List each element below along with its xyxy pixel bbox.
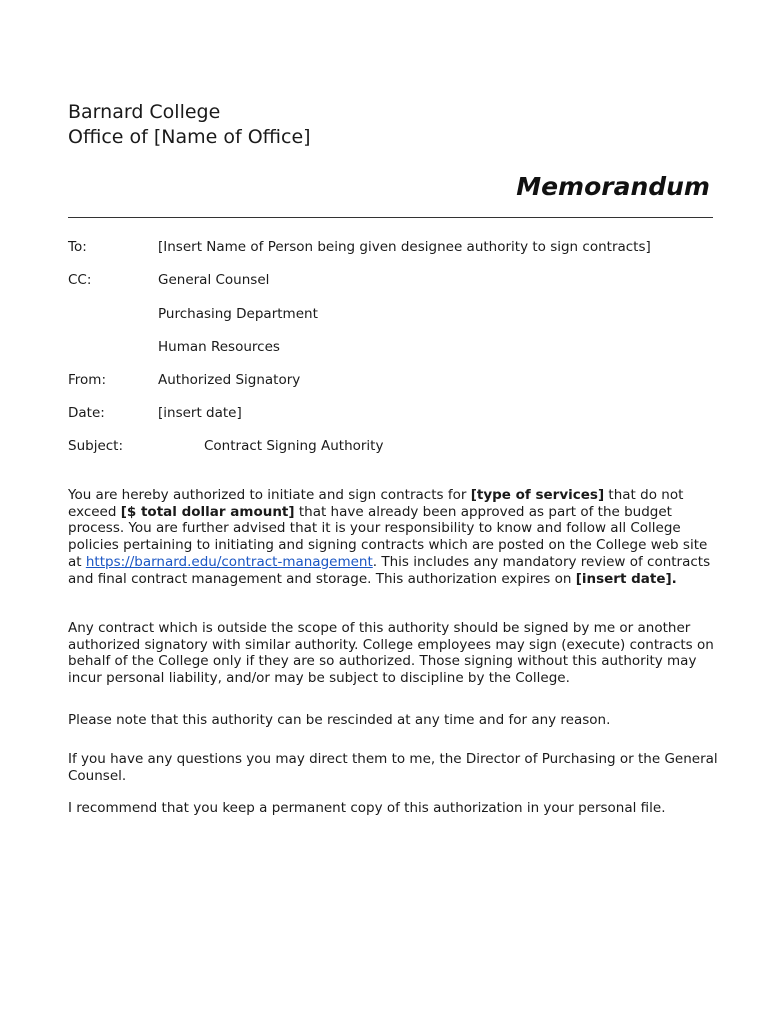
to-label: To:	[68, 239, 87, 255]
date-value: [insert date]	[158, 405, 242, 421]
from-value: Authorized Signatory	[158, 372, 301, 388]
scope-paragraph: Any contract which is outside the scope of this authority should be signed by me or another authorized signatory with similar authority. College employees may sign (execute) contracts on behalf of the College only if they are so authorized. Those signing without this authority may incur personal liability, and/or may be subject to discipline by the College.	[68, 620, 714, 687]
cc-value-general-counsel: General Counsel	[158, 272, 270, 288]
dollar-amount-placeholder: [$ total dollar amount]	[120, 503, 295, 520]
expiry-date-placeholder: [insert date].	[575, 570, 677, 587]
cc-value-human-resources: Human Resources	[158, 339, 280, 355]
date-label: Date:	[68, 405, 105, 421]
recommendation-paragraph: I recommend that you keep a permanent copy of this authorization in your personal file.	[68, 800, 666, 816]
to-value: [Insert Name of Person being given designee authority to sign contracts]	[158, 239, 651, 255]
subject-label: Subject:	[68, 438, 124, 454]
type-of-services-placeholder: [type of services]	[470, 487, 605, 503]
cc-value-purchasing: Purchasing Department	[158, 306, 318, 322]
from-label: From:	[68, 372, 106, 388]
p1-text-c: that do not exceed	[68, 487, 684, 520]
questions-paragraph: If you have any questions you may direct them to me, the Director of Purchasing or the General Counsel.	[68, 751, 718, 784]
cc-label: CC:	[68, 272, 92, 288]
p1-text-f: . This includes any mandatory review of contracts and final contract management and storage. This authorization expires on	[68, 553, 711, 587]
header-divider	[68, 217, 713, 218]
subject-value: Contract Signing Authority	[204, 438, 384, 454]
p1-text-e: that have already been approved as part of the budget process. You are further advised that it is your responsibility to know and follow all College policies pertaining to initiating and signing contracts which are posted on the College web site at	[68, 503, 708, 570]
college-name: Barnard College	[68, 101, 221, 123]
authorization-paragraph	[68, 487, 718, 587]
rescind-paragraph: Please note that this authority can be rescinded at any time and for any reason.	[68, 712, 611, 728]
organization-heading	[68, 100, 311, 150]
p1-text-a: You are hereby authorized to initiate and sign contracts for	[68, 487, 471, 503]
office-name: Office of [Name of Office]	[68, 126, 311, 148]
contract-management-link[interactable]: https://barnard.edu/contract-management	[85, 553, 373, 570]
memo-title: Memorandum	[516, 172, 710, 201]
